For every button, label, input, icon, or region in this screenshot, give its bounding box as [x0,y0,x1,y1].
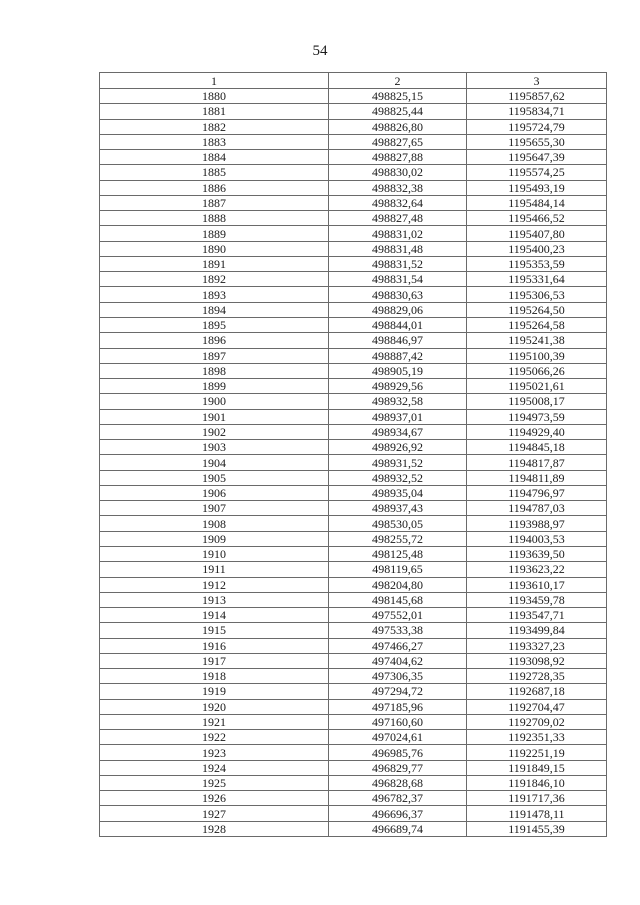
cell-point-number: 1888 [100,211,329,226]
table-row [100,638,607,653]
cell-y-coordinate: 1195407,80 [467,226,607,241]
table-row [100,394,607,409]
table-row [100,730,607,745]
cell-x-coordinate: 498932,52 [329,470,467,485]
cell-point-number: 1918 [100,669,329,684]
table-row [100,211,607,226]
cell-y-coordinate: 1193547,71 [467,608,607,623]
cell-point-number: 1905 [100,470,329,485]
cell-y-coordinate: 1194929,40 [467,424,607,439]
cell-y-coordinate: 1192728,35 [467,669,607,684]
cell-x-coordinate: 498931,52 [329,455,467,470]
coordinates-table [99,72,607,837]
table-row [100,470,607,485]
cell-y-coordinate: 1195100,39 [467,348,607,363]
cell-point-number: 1923 [100,745,329,760]
cell-y-coordinate: 1195066,26 [467,363,607,378]
table-row [100,699,607,714]
cell-point-number: 1889 [100,226,329,241]
cell-y-coordinate: 1192687,18 [467,684,607,699]
cell-point-number: 1913 [100,592,329,607]
cell-point-number: 1883 [100,134,329,149]
cell-y-coordinate: 1192709,02 [467,714,607,729]
cell-x-coordinate: 498119,65 [329,562,467,577]
cell-y-coordinate: 1195331,64 [467,272,607,287]
cell-point-number: 1926 [100,791,329,806]
table-row [100,455,607,470]
cell-x-coordinate: 498832,64 [329,195,467,210]
cell-y-coordinate: 1192351,33 [467,730,607,745]
cell-y-coordinate: 1195647,39 [467,150,607,165]
table-row [100,546,607,561]
cell-x-coordinate: 498935,04 [329,485,467,500]
cell-x-coordinate: 498844,01 [329,317,467,332]
cell-x-coordinate: 497185,96 [329,699,467,714]
table-body [100,89,607,837]
table-row [100,791,607,806]
table-row [100,485,607,500]
table-row [100,150,607,165]
table-row [100,775,607,790]
cell-point-number: 1892 [100,272,329,287]
cell-x-coordinate: 496782,37 [329,791,467,806]
table-row [100,592,607,607]
cell-x-coordinate: 498937,01 [329,409,467,424]
cell-y-coordinate: 1193499,84 [467,623,607,638]
cell-x-coordinate: 497404,62 [329,653,467,668]
table-row [100,363,607,378]
cell-y-coordinate: 1195400,23 [467,241,607,256]
cell-y-coordinate: 1195353,59 [467,256,607,271]
table-row [100,501,607,516]
cell-point-number: 1911 [100,562,329,577]
table-row [100,608,607,623]
cell-x-coordinate: 498929,56 [329,379,467,394]
table-row [100,348,607,363]
cell-x-coordinate: 498827,88 [329,150,467,165]
cell-y-coordinate: 1195021,61 [467,379,607,394]
table-row [100,379,607,394]
cell-point-number: 1884 [100,150,329,165]
cell-x-coordinate: 498846,97 [329,333,467,348]
cell-point-number: 1921 [100,714,329,729]
cell-point-number: 1885 [100,165,329,180]
table-row [100,226,607,241]
table-row [100,669,607,684]
cell-point-number: 1894 [100,302,329,317]
cell-y-coordinate: 1195857,62 [467,89,607,104]
table-row [100,760,607,775]
cell-x-coordinate: 496828,68 [329,775,467,790]
cell-point-number: 1900 [100,394,329,409]
cell-point-number: 1908 [100,516,329,531]
table-row [100,424,607,439]
cell-point-number: 1928 [100,821,329,836]
cell-x-coordinate: 497552,01 [329,608,467,623]
table-row [100,516,607,531]
page-number: 54 [312,43,328,59]
cell-point-number: 1901 [100,409,329,424]
cell-point-number: 1886 [100,180,329,195]
cell-y-coordinate: 1193623,22 [467,562,607,577]
cell-y-coordinate: 1195655,30 [467,134,607,149]
table-row [100,821,607,836]
table-row [100,241,607,256]
cell-y-coordinate: 1192704,47 [467,699,607,714]
table-row [100,333,607,348]
cell-x-coordinate: 498926,92 [329,440,467,455]
cell-x-coordinate: 498831,54 [329,272,467,287]
table-row [100,180,607,195]
cell-point-number: 1912 [100,577,329,592]
cell-point-number: 1881 [100,104,329,119]
cell-y-coordinate: 1195484,14 [467,195,607,210]
table-row [100,653,607,668]
table-row [100,195,607,210]
cell-point-number: 1910 [100,546,329,561]
cell-point-number: 1919 [100,684,329,699]
cell-point-number: 1916 [100,638,329,653]
cell-y-coordinate: 1191478,11 [467,806,607,821]
table-row [100,684,607,699]
cell-point-number: 1880 [100,89,329,104]
cell-y-coordinate: 1193639,50 [467,546,607,561]
cell-x-coordinate: 498831,48 [329,241,467,256]
cell-point-number: 1909 [100,531,329,546]
cell-point-number: 1897 [100,348,329,363]
cell-y-coordinate: 1195834,71 [467,104,607,119]
cell-point-number: 1891 [100,256,329,271]
cell-y-coordinate: 1195264,58 [467,317,607,332]
cell-y-coordinate: 1194787,03 [467,501,607,516]
cell-y-coordinate: 1193610,17 [467,577,607,592]
cell-x-coordinate: 496985,76 [329,745,467,760]
cell-x-coordinate: 498827,65 [329,134,467,149]
cell-y-coordinate: 1195008,17 [467,394,607,409]
cell-x-coordinate: 496696,37 [329,806,467,821]
table-row [100,440,607,455]
cell-point-number: 1914 [100,608,329,623]
cell-y-coordinate: 1194811,89 [467,470,607,485]
cell-x-coordinate: 498830,02 [329,165,467,180]
column-header-x: 2 [329,73,467,89]
cell-point-number: 1890 [100,241,329,256]
cell-point-number: 1898 [100,363,329,378]
cell-x-coordinate: 498145,68 [329,592,467,607]
cell-y-coordinate: 1195466,52 [467,211,607,226]
cell-x-coordinate: 498825,15 [329,89,467,104]
cell-point-number: 1917 [100,653,329,668]
cell-y-coordinate: 1191717,36 [467,791,607,806]
cell-y-coordinate: 1192251,19 [467,745,607,760]
cell-x-coordinate: 496829,77 [329,760,467,775]
cell-point-number: 1906 [100,485,329,500]
table-row [100,714,607,729]
cell-x-coordinate: 498932,58 [329,394,467,409]
cell-y-coordinate: 1191849,15 [467,760,607,775]
cell-y-coordinate: 1193988,97 [467,516,607,531]
cell-y-coordinate: 1195493,19 [467,180,607,195]
cell-x-coordinate: 498530,05 [329,516,467,531]
cell-x-coordinate: 498825,44 [329,104,467,119]
table-row [100,104,607,119]
cell-point-number: 1896 [100,333,329,348]
cell-x-coordinate: 497160,60 [329,714,467,729]
cell-y-coordinate: 1195574,25 [467,165,607,180]
cell-x-coordinate: 498829,06 [329,302,467,317]
cell-y-coordinate: 1191455,39 [467,821,607,836]
column-header-point: 1 [100,73,329,89]
cell-point-number: 1920 [100,699,329,714]
cell-x-coordinate: 497294,72 [329,684,467,699]
table-row [100,806,607,821]
cell-point-number: 1922 [100,730,329,745]
cell-point-number: 1904 [100,455,329,470]
cell-x-coordinate: 496689,74 [329,821,467,836]
cell-point-number: 1899 [100,379,329,394]
cell-point-number: 1887 [100,195,329,210]
cell-point-number: 1902 [100,424,329,439]
cell-x-coordinate: 498827,48 [329,211,467,226]
cell-point-number: 1927 [100,806,329,821]
cell-x-coordinate: 498887,42 [329,348,467,363]
cell-x-coordinate: 498905,19 [329,363,467,378]
cell-x-coordinate: 498125,48 [329,546,467,561]
cell-x-coordinate: 497533,38 [329,623,467,638]
cell-x-coordinate: 498934,67 [329,424,467,439]
table-row [100,577,607,592]
cell-y-coordinate: 1195264,50 [467,302,607,317]
cell-y-coordinate: 1191846,10 [467,775,607,790]
cell-x-coordinate: 498830,63 [329,287,467,302]
table-row [100,89,607,104]
cell-x-coordinate: 498831,02 [329,226,467,241]
table-row [100,256,607,271]
table-row [100,165,607,180]
cell-y-coordinate: 1195241,38 [467,333,607,348]
cell-y-coordinate: 1195306,53 [467,287,607,302]
cell-x-coordinate: 498831,52 [329,256,467,271]
table-row [100,745,607,760]
cell-x-coordinate: 498204,80 [329,577,467,592]
table-row [100,272,607,287]
cell-y-coordinate: 1194817,87 [467,455,607,470]
cell-x-coordinate: 498255,72 [329,531,467,546]
cell-x-coordinate: 497466,27 [329,638,467,653]
table-row [100,134,607,149]
cell-y-coordinate: 1193098,92 [467,653,607,668]
table-row [100,317,607,332]
cell-x-coordinate: 498937,43 [329,501,467,516]
column-header-y: 3 [467,73,607,89]
cell-y-coordinate: 1193327,23 [467,638,607,653]
cell-point-number: 1882 [100,119,329,134]
table-row [100,409,607,424]
cell-y-coordinate: 1194845,18 [467,440,607,455]
cell-y-coordinate: 1194973,59 [467,409,607,424]
cell-y-coordinate: 1194003,53 [467,531,607,546]
cell-x-coordinate: 498832,38 [329,180,467,195]
cell-y-coordinate: 1193459,78 [467,592,607,607]
cell-x-coordinate: 498826,80 [329,119,467,134]
table-row [100,623,607,638]
cell-y-coordinate: 1195724,79 [467,119,607,134]
table-row [100,302,607,317]
cell-point-number: 1915 [100,623,329,638]
table-header-row [100,73,607,89]
cell-point-number: 1925 [100,775,329,790]
cell-x-coordinate: 497306,35 [329,669,467,684]
table-row [100,119,607,134]
cell-point-number: 1907 [100,501,329,516]
cell-point-number: 1895 [100,317,329,332]
cell-x-coordinate: 497024,61 [329,730,467,745]
cell-point-number: 1924 [100,760,329,775]
table-row [100,562,607,577]
cell-point-number: 1903 [100,440,329,455]
table-row [100,287,607,302]
table-row [100,531,607,546]
cell-point-number: 1893 [100,287,329,302]
cell-y-coordinate: 1194796,97 [467,485,607,500]
